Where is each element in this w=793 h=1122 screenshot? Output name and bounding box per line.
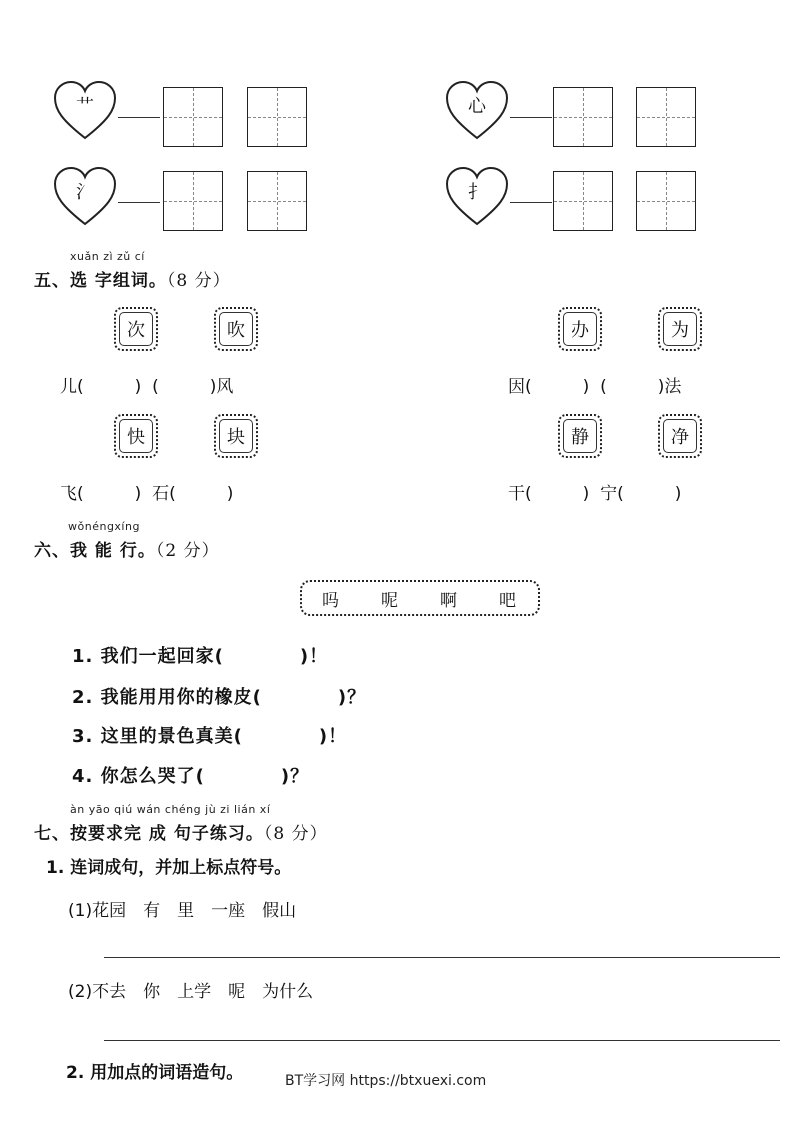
section5-heading	[34, 266, 231, 291]
char-option: 快	[119, 419, 153, 453]
tian-grid-box[interactable]	[553, 87, 613, 147]
heart-radical-1	[52, 80, 118, 142]
char-option: 办	[563, 312, 597, 346]
sentence-item[interactable]: 1. 我们一起回家( )！	[72, 646, 329, 667]
heart-radical-4	[444, 166, 510, 228]
fill-in-line[interactable]: 飞( ) 石( )	[60, 484, 234, 504]
tian-grid-box[interactable]	[163, 171, 223, 231]
char-option-box	[658, 414, 702, 458]
char-option-box	[114, 307, 158, 351]
section7-score: （8 分）	[263, 824, 328, 844]
char-option-box	[558, 307, 602, 351]
watermark-footer[interactable]: BT学习网 https://btxuexi.com	[285, 1073, 487, 1089]
section5-score: （8 分）	[166, 271, 231, 291]
section7-heading	[34, 819, 328, 844]
radical-text: 艹	[76, 96, 94, 117]
section6-score: （2 分）	[155, 541, 220, 561]
char-option-box	[214, 307, 258, 351]
char-option-box	[114, 414, 158, 458]
question-2: 2. 用加点的词语造句。	[66, 1063, 244, 1083]
section5-pinyin: xuǎn zì zǔ cí	[70, 250, 145, 263]
section6-pinyin: wǒnéngxíng	[68, 520, 140, 533]
answer-line[interactable]	[104, 1040, 780, 1041]
fill-in-line[interactable]: 干( ) 宁( )	[508, 484, 682, 504]
question-1b: (2)不去 你 上学 呢 为什么	[68, 982, 314, 1002]
tian-grid-box[interactable]	[553, 171, 613, 231]
char-option: 为	[663, 312, 697, 346]
word-bank-item: 吧	[499, 590, 518, 611]
section7-pinyin: àn yāo qiú wán chéng jù zi lián xí	[70, 803, 271, 816]
sentence-item[interactable]: 3. 这里的景色真美( )！	[72, 726, 348, 747]
char-option: 次	[119, 312, 153, 346]
char-option-box	[214, 414, 258, 458]
tian-grid-box[interactable]	[247, 87, 307, 147]
heart-radical-3	[52, 166, 118, 228]
word-bank-item: 啊	[440, 590, 459, 611]
connector-line	[510, 202, 552, 203]
radical-text: 氵	[76, 182, 94, 203]
tian-grid-box[interactable]	[636, 87, 696, 147]
section6-title: 六、我 能 行。	[34, 541, 156, 561]
char-option: 净	[663, 419, 697, 453]
word-bank-item: 吗	[322, 590, 341, 611]
radical-text: 扌	[468, 182, 486, 203]
word-bank-item: 呢	[381, 590, 400, 611]
question-1: 1. 连词成句，并加上标点符号。	[46, 858, 292, 878]
word-bank	[300, 580, 540, 616]
connector-line	[118, 117, 160, 118]
connector-line	[118, 202, 160, 203]
radical-text: 心	[468, 96, 486, 117]
section6-heading	[34, 536, 220, 561]
section5-title: 五、选 字组词。	[34, 271, 167, 291]
fill-in-line[interactable]: 因( ) ( )法	[508, 377, 682, 397]
sentence-item[interactable]: 2. 我能用用你的橡皮( )？	[72, 687, 367, 708]
question-1a: (1)花园 有 里 一座 假山	[68, 901, 297, 921]
char-option: 块	[219, 419, 253, 453]
section7-title: 七、按要求完 成 句子练习。	[34, 824, 264, 844]
char-option: 吹	[219, 312, 253, 346]
heart-radical-2	[444, 80, 510, 142]
tian-grid-box[interactable]	[247, 171, 307, 231]
answer-line[interactable]	[104, 957, 780, 958]
char-option-box	[658, 307, 702, 351]
tian-grid-box[interactable]	[163, 87, 223, 147]
char-option: 静	[563, 419, 597, 453]
connector-line	[510, 117, 552, 118]
fill-in-line[interactable]: 儿( ) ( )风	[60, 377, 234, 397]
sentence-item[interactable]: 4. 你怎么哭了( )？	[72, 766, 310, 787]
tian-grid-box[interactable]	[636, 171, 696, 231]
char-option-box	[558, 414, 602, 458]
